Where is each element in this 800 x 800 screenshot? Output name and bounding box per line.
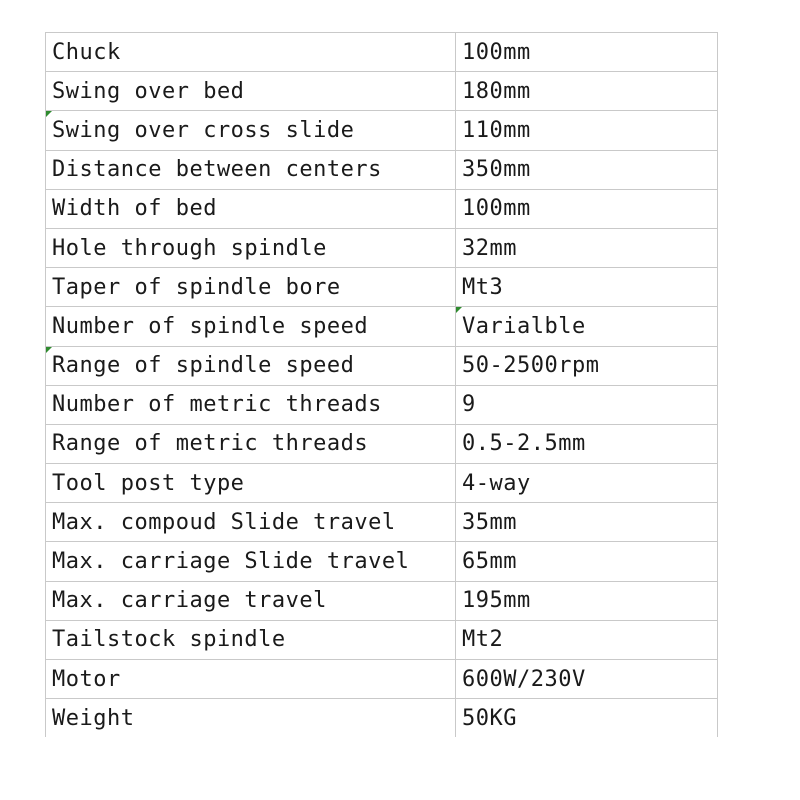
spec-label[interactable]: Taper of spindle bore <box>46 268 456 307</box>
spec-label[interactable]: Weight <box>46 699 456 738</box>
table-row <box>46 346 718 385</box>
spec-label-text: Range of spindle speed <box>52 353 355 379</box>
table-row <box>46 660 718 699</box>
spec-label[interactable]: Motor <box>46 660 456 699</box>
spec-label[interactable]: Tailstock spindle <box>46 620 456 659</box>
spec-value[interactable]: 110mm <box>456 111 718 150</box>
table-row <box>46 424 718 463</box>
table-row <box>46 268 718 307</box>
table-row <box>46 189 718 228</box>
table-row <box>46 228 718 267</box>
spec-value[interactable]: Mt2 <box>456 620 718 659</box>
table-row <box>46 111 718 150</box>
spec-value[interactable]: 195mm <box>456 581 718 620</box>
spec-value-text: Varialble <box>462 313 586 339</box>
table-row <box>46 503 718 542</box>
table-row <box>46 150 718 189</box>
table-row <box>46 33 718 72</box>
spec-value[interactable]: 50KG <box>456 699 718 738</box>
spec-value[interactable]: 32mm <box>456 228 718 267</box>
spec-label[interactable]: Swing over bed <box>46 72 456 111</box>
table-row <box>46 542 718 581</box>
spec-value[interactable]: 4-way <box>456 464 718 503</box>
spec-value[interactable]: 35mm <box>456 503 718 542</box>
spec-value[interactable]: 350mm <box>456 150 718 189</box>
spec-label[interactable]: Hole through spindle <box>46 228 456 267</box>
table-row <box>46 581 718 620</box>
spec-value[interactable]: 0.5-2.5mm <box>456 424 718 463</box>
spec-value[interactable]: 100mm <box>456 189 718 228</box>
spec-label[interactable]: Distance between centers <box>46 150 456 189</box>
spec-value[interactable]: 65mm <box>456 542 718 581</box>
table-row <box>46 464 718 503</box>
table-row <box>46 72 718 111</box>
table-row <box>46 307 718 346</box>
spec-label[interactable]: Max. carriage travel <box>46 581 456 620</box>
comment-indicator-icon <box>46 347 52 353</box>
spec-value[interactable]: 600W/230V <box>456 660 718 699</box>
spec-label[interactable] <box>46 346 456 385</box>
spec-label[interactable]: Chuck <box>46 33 456 72</box>
spec-label[interactable]: Max. compoud Slide travel <box>46 503 456 542</box>
spec-label[interactable]: Tool post type <box>46 464 456 503</box>
spec-label-text: Swing over cross slide <box>52 117 355 143</box>
spec-label[interactable] <box>46 111 456 150</box>
spec-label[interactable]: Number of spindle speed <box>46 307 456 346</box>
spec-label[interactable]: Width of bed <box>46 189 456 228</box>
spec-label[interactable]: Number of metric threads <box>46 385 456 424</box>
spec-value[interactable] <box>456 307 718 346</box>
comment-indicator-icon <box>456 307 462 313</box>
comment-indicator-icon <box>46 111 52 117</box>
spec-value[interactable]: Mt3 <box>456 268 718 307</box>
spec-value[interactable]: 9 <box>456 385 718 424</box>
table-row <box>46 620 718 659</box>
table-row <box>46 699 718 738</box>
spec-label[interactable]: Max. carriage Slide travel <box>46 542 456 581</box>
spec-label[interactable]: Range of metric threads <box>46 424 456 463</box>
spec-table <box>45 32 718 737</box>
spec-value[interactable]: 180mm <box>456 72 718 111</box>
spec-value[interactable]: 50-2500rpm <box>456 346 718 385</box>
spec-value[interactable]: 100mm <box>456 33 718 72</box>
table-row <box>46 385 718 424</box>
